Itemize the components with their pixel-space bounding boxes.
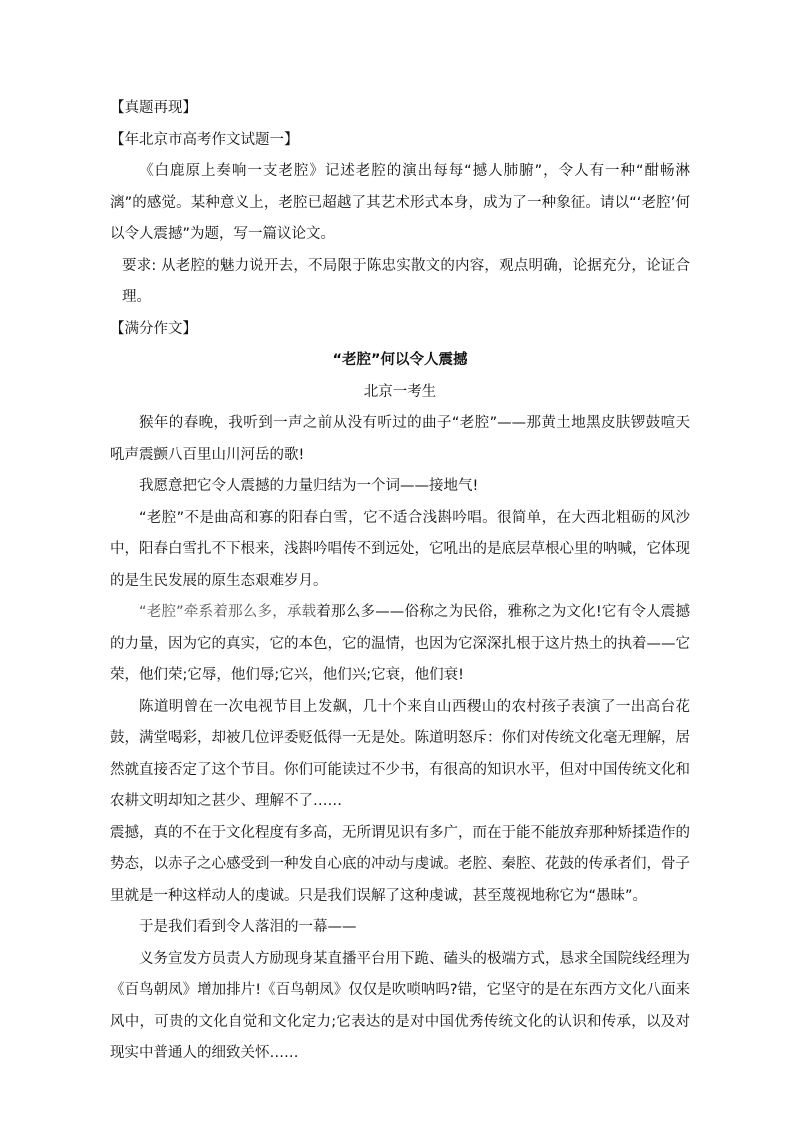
essay-paragraph-4 — [110, 597, 690, 692]
essay-title: “老腔”何以令人震撼 — [332, 352, 468, 368]
essay-paragraph-5: 陈道明曾在一次电视节目上发飙，几十个来自山西稷山的农村孩子表演了一出高台花鼓，满堂喝彩，却被几位评委贬低得一无是处。陈道明怒斥：你们对传统文化毫无理解，居然就直接否定了这个节目。你们可能读过不少书，有很高的知识水平，但对中国传统文化和农耕文明却知之甚少、理解不了…… — [110, 698, 690, 809]
document-content — [110, 93, 690, 1070]
essay-author: 北京一考生 — [363, 383, 437, 400]
full-score-label: 【满分作文】 — [110, 320, 197, 337]
prompt-paragraph: 《白鹿原上奏响一支老腔》记述老腔的演出每每“撼人肺腑”，令人有一种“酣畅淋漓”的感觉。某种意义上，老腔已超越了其艺术形式本身，成为了一种象征。请以“‘老腔’何以令人震撼”为题，写一篇议论文。 — [110, 163, 690, 242]
essay-paragraph-1: 猴年的春晚，我听到一声之前从没有听过的曲子“老腔”——那黄土地黑皮肤锣鼓喧天吼声震颤八百里山川河岳的歌! — [110, 415, 690, 463]
essay-paragraph-6: 震撼，真的不在于文化程度有多高，无所谓见识有多广，而在于能不能放弃那种矫揉造作的势态，以赤子之心感受到一种发自心底的冲动与虔诚。老腔、秦腔、花鼓的传承者们，骨子里就是一种这样动人的虔诚。只是我们误解了这种虔诚，甚至蔑视地称它为“愚昧”。 — [110, 824, 690, 904]
essay-paragraph-4-grey: “老腔”牵系着那么多，承载 — [139, 604, 317, 620]
essay-paragraph-4-rest: 着那么多——俗称之为民俗，雅称之为文化!它有令人震撼的力量，因为它的真实，它的本色，它的温情，也因为它深深扎根于这片热土的执着——它荣，他们荣;它辱，他们辱;它兴，他们兴;它衰，他们衰! — [110, 604, 690, 683]
prompt-requirement: 要求: 从老腔的魅力说开去，不局限于陈忠实散文的内容，观点明确，论据充分，论证合理。 — [122, 257, 690, 305]
exam-label: 【年北京市高考作文试题一】 — [110, 131, 299, 148]
essay-paragraph-7: 于是我们看到令人落泪的一幕—— — [139, 919, 357, 935]
essay-paragraph-3: “老腔”不是曲高和寡的阳春白雪，它不适合浅斟吟唱。很简单，在大西北粗砺的风沙中，阳春白雪扎不下根来，浅斟吟唱传不到远处，它吼出的是底层草根心里的呐喊，它体现的是生民发展的原生态艰难岁月。 — [110, 509, 690, 589]
essay-paragraph-8: 义务宣发方员责人方励现身某直播平台用下跪、磕头的极端方式，恳求全国院线经理为《百鸟朝凤》增加排片!《百鸟朝凤》仅仅是吹唢呐吗?错，它坚守的是在东西方文化八面来风中，可贵的文化自觉和文化定力;它表达的是对中国优秀传统文化的认识和传承，以及对现实中普通人的细致关怀…… — [110, 950, 690, 1061]
essay-paragraph-2: 我愿意把它令人震撼的力量归结为一个词——接地气! — [139, 478, 479, 494]
section-label: 【真题再现】 — [110, 100, 197, 116]
